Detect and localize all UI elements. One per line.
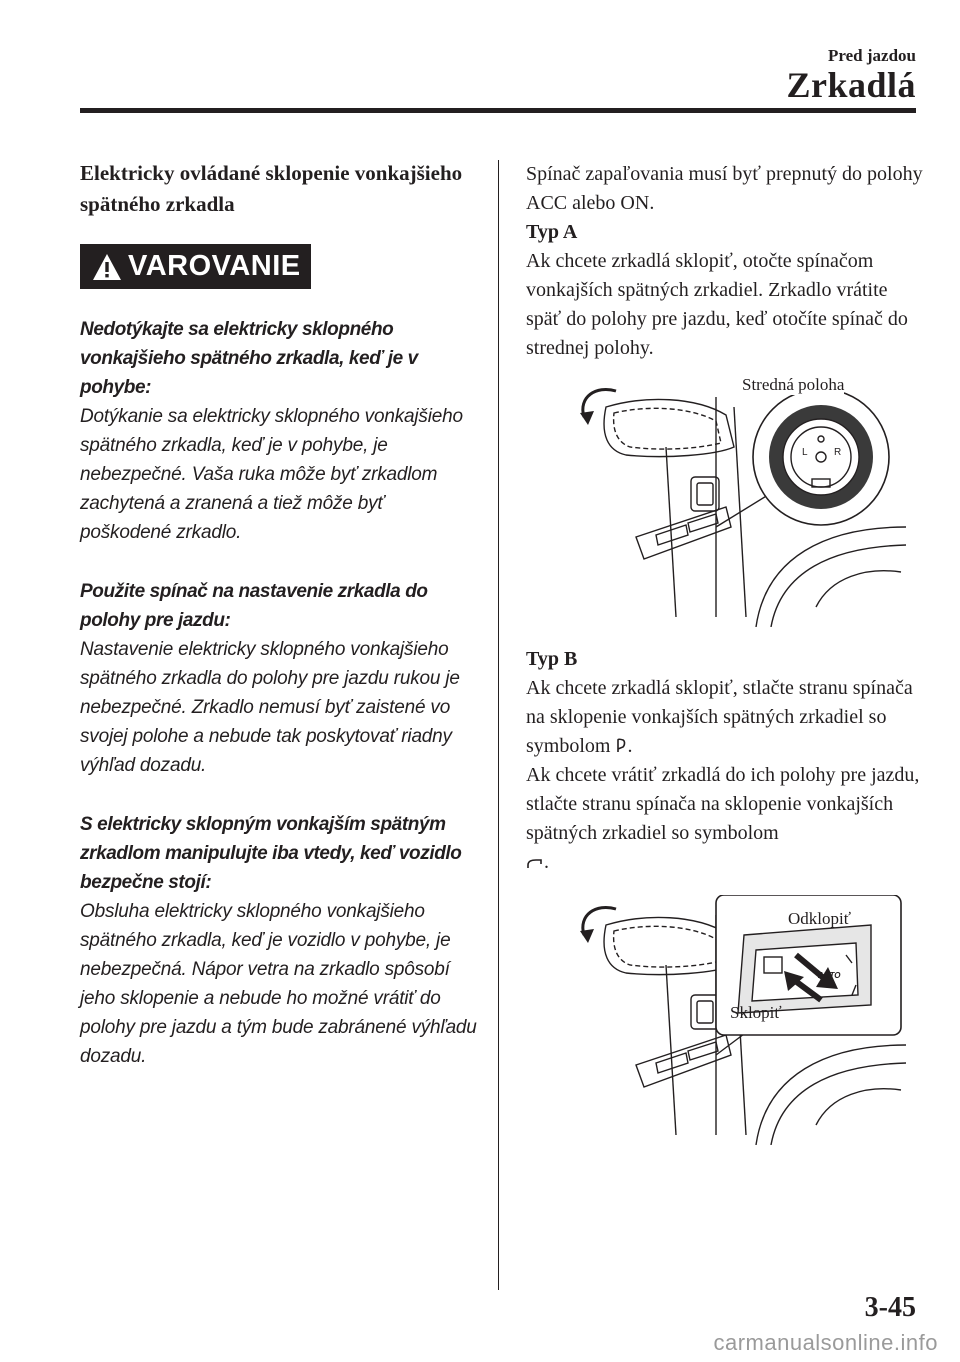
left-column <box>80 158 480 1071</box>
figure-label-fold: Sklopiť <box>730 1003 782 1022</box>
type-b-heading: Typ B <box>526 648 578 670</box>
knob-label-l: L <box>802 447 808 458</box>
intro-text: Spínač zapaľovania musí byť prepnutý do polohy ACC alebo ON. <box>526 163 923 214</box>
warning-icon <box>92 252 122 282</box>
auto-label: AUTO <box>818 971 841 980</box>
warning-item <box>80 315 480 547</box>
page-title: Zrkadlá <box>786 65 916 105</box>
warning-heading: Nedotýkajte sa elektricky sklopného vonkajšieho spätného zrkadla, keď je v pohybe: <box>80 319 418 398</box>
page-number: 3-45 <box>864 1292 916 1323</box>
warning-heading: S elektricky sklopným vonkajším spätným zrkadlom manipulujte iba vtedy, keď vozidlo bezpečne stojí: <box>80 814 462 893</box>
warning-item <box>80 810 480 1071</box>
figure-type-a <box>566 377 906 627</box>
type-b-text-fold: Ak chcete zrkadlá sklopiť, stlačte stranu spínača na sklopenie vonkajších spätných zrkadiel so symbolom . <box>526 677 913 757</box>
header-rule <box>80 108 916 113</box>
type-a-text: Ak chcete zrkadlá sklopiť, otočte spínačom vonkajších spätných zrkadiel. Zrkadlo vrátite späť do polohy pre jazdu, keď otočíte spínač do strednej polohy. <box>526 250 908 359</box>
header-section: Pred jazdou <box>828 46 916 65</box>
section-title: Elektricky ovládané sklopenie vonkajšieho spätného zrkadla <box>80 161 463 216</box>
warning-text: Dotýkanie sa elektricky sklopného vonkajšieho spätného zrkadla, keď je v pohybe, je nebezpečné. Vaša ruka môže byť zrkadlom zachytená a zranená a tiež môže byť poškodené zrkadlo. <box>80 406 463 543</box>
warning-heading: Použite spínač na nastavenie zrkadla do polohy pre jazdu: <box>80 581 428 631</box>
knob-label-r: R <box>834 447 842 458</box>
door-mirror-knob-illustration <box>566 377 906 627</box>
figure-type-b <box>566 895 906 1145</box>
type-a-heading: Typ A <box>526 221 578 243</box>
fold-mirror-symbol-icon <box>615 738 627 754</box>
warning-text: Nastavenie elektricky sklopného vonkajšieho spätného zrkadla do polohy pre jazdu rukou je nebezpečné. Zrkadlo nemusí byť zaistené vo svojej polohe a nebude tak poskytovať riadny výhľad dozadu. <box>80 639 460 776</box>
unfold-mirror-symbol-icon <box>526 856 544 870</box>
watermark: carmanualsonline.info <box>713 1330 938 1355</box>
column-divider <box>498 160 499 1290</box>
right-column <box>526 160 926 1145</box>
warning-text: Obsluha elektricky sklopného vonkajšieho spätného zrkadla, keď je vozidlo v pohybe, je nebezpečná. Nápor vetra na zrkadlo spôsobí jeho sklopenie a nebude ho možné vrátiť do polohy pre jazdu a tým bude zabránené výhľadu dozadu. <box>80 901 477 1067</box>
type-b-text-unfold: Ak chcete vrátiť zrkadlá do ich polohy pre jazdu, stlačte stranu spínača na sklopenie vonkajších spätných zrkadiel so symbolom . <box>526 764 920 873</box>
figure-label-unfold: Odklopiť <box>788 909 851 928</box>
warning-label: VAROVANIE <box>128 250 301 282</box>
figure-label-center: Stredná poloha <box>742 375 845 394</box>
warning-item <box>80 577 480 780</box>
warning-banner <box>80 244 311 289</box>
